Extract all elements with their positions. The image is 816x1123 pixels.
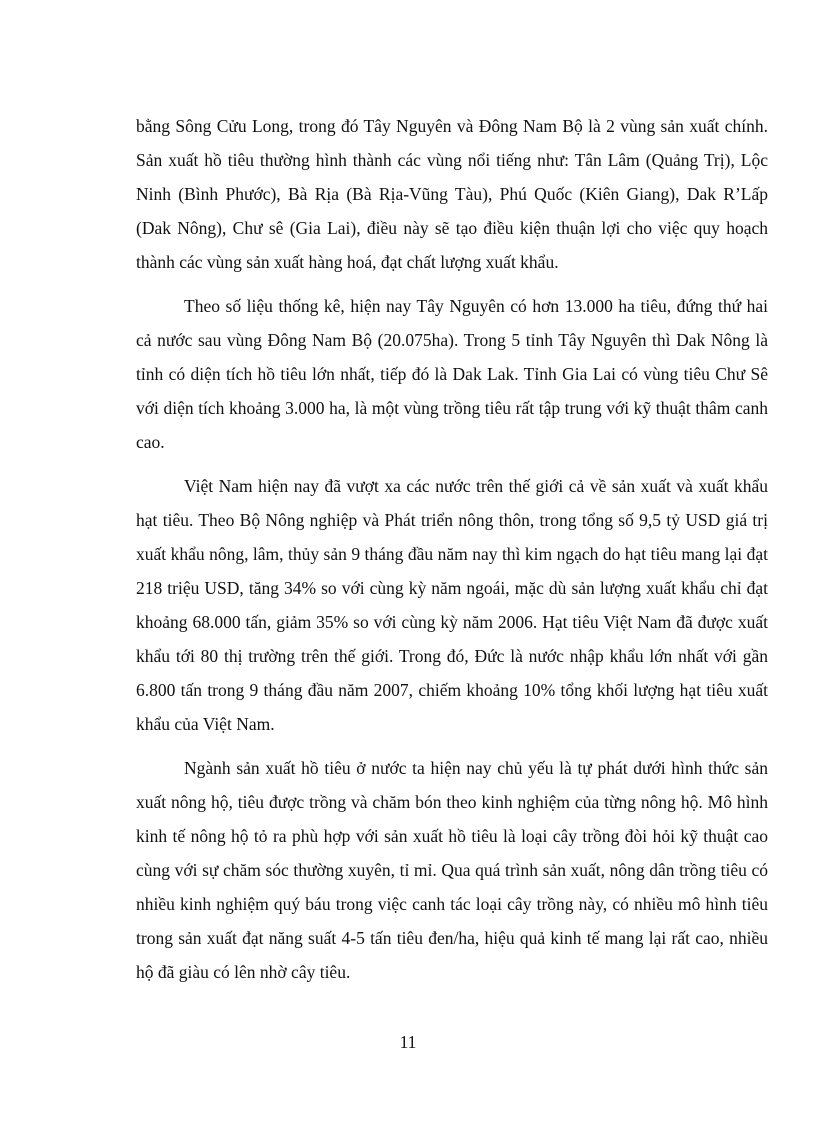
page-number: 11 — [399, 1032, 417, 1052]
paragraph-statistics: Theo số liệu thống kê, hiện nay Tây Nguyên có hơn 13.000 ha tiêu, đứng thứ hai cả nước sau vùng Đông Nam Bộ (20.075ha). Trong 5 tỉnh Tây Nguyên thì Dak Nông là tỉnh có diện tích hồ tiêu lớn nhất, tiếp đó là Dak Lak. Tỉnh Gia Lai có vùng tiêu Chư Sê với diện tích khoảng 3.000 ha, là một vùng trồng tiêu rất tập trung với kỹ thuật thâm canh cao. — [136, 296, 768, 452]
paragraph-production: Ngành sản xuất hồ tiêu ở nước ta hiện nay chủ yếu là tự phát dưới hình thức sản xuất nông hộ, tiêu được trồng và chăm bón theo kinh nghiệm của từng nông hộ. Mô hình kinh tế nông hộ tỏ ra phù hợp với sản xuất hồ tiêu là loại cây trồng đòi hỏi kỹ thuật cao cùng với sự chăm sóc thường xuyên, tỉ mỉ. Qua quá trình sản xuất, nông dân trồng tiêu có nhiều kinh nghiệm quý báu trong việc canh tác loại cây trồng này, có nhiều mô hình tiêu trong sản xuất đạt năng suất 4-5 tấn tiêu đen/ha, hiệu quả kinh tế mang lại rất cao, nhiều hộ đã giàu có lên nhờ cây tiêu. — [136, 758, 768, 982]
paragraph-export: Việt Nam hiện nay đã vượt xa các nước trên thế giới cả về sản xuất và xuất khẩu hạt tiêu. Theo Bộ Nông nghiệp và Phát triển nông thôn, trong tổng số 9,5 tỷ USD giá trị xuất khẩu nông, lâm, thủy sản 9 tháng đầu năm nay thì kim ngạch do hạt tiêu mang lại đạt 218 triệu USD, tăng 34% so với cùng kỳ năm ngoái, mặc dù sản lượng xuất khẩu chỉ đạt khoảng 68.000 tấn, giảm 35% so với cùng kỳ năm 2006. Hạt tiêu Việt Nam đã được xuất khẩu tới 80 thị trường trên thế giới. Trong đó, Đức là nước nhập khẩu lớn nhất với gần 6.800 tấn trong 9 tháng đầu năm 2007, chiếm khoảng 10% tổng khối lượng hạt tiêu xuất khẩu của Việt Nam. — [136, 476, 768, 734]
paragraph-continuation: bằng Sông Cửu Long, trong đó Tây Nguyên và Đông Nam Bộ là 2 vùng sản xuất chính. Sản xuất hồ tiêu thường hình thành các vùng nổi tiếng như: Tân Lâm (Quảng Trị), Lộc Ninh (Bình Phước), Bà Rịa (Bà Rịa-Vũng Tàu), Phú Quốc (Kiên Giang), Dak R’Lấp (Dak Nông), Chư sê (Gia Lai), điều này sẽ tạo điều kiện thuận lợi cho việc quy hoạch thành các vùng sản xuất hàng hoá, đạt chất lượng xuất khẩu. — [136, 116, 768, 272]
body-text — [136, 109, 768, 999]
